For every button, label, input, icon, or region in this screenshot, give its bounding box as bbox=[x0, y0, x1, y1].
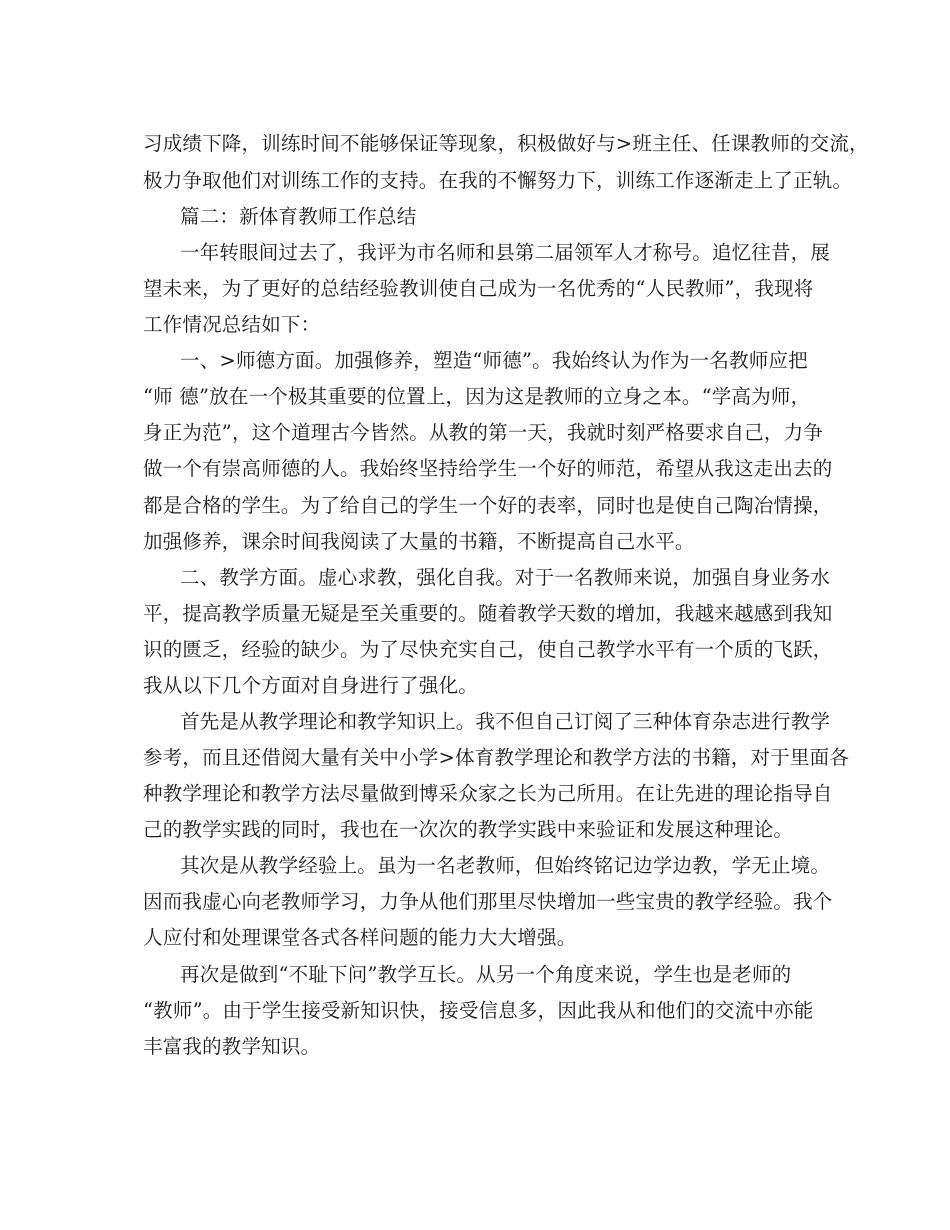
section-heading: 篇二：新体育教师工作总结 bbox=[180, 205, 417, 228]
text-line: 身正为范”，这个道理古今皆然。从教的第一天，我就时刻严格要求自己，力争 bbox=[143, 421, 823, 444]
text-line: “教师”。由于学生接受新知识快，接受信息多，因此我从和他们的交流中亦能 bbox=[143, 999, 814, 1022]
text-line: 一、>师德方面。加强修养，塑造“师德”。我始终认为作为一名教师应把 bbox=[180, 349, 808, 372]
text-line: 丰富我的教学知识。 bbox=[143, 1035, 321, 1058]
text-line: 再次是做到“不耻下问”教学互长。从另一个角度来说，学生也是老师的 bbox=[180, 963, 792, 986]
text-line: 首先是从教学理论和教学知识上。我不但自己订阅了三种体育杂志进行教学 bbox=[180, 710, 831, 733]
text-line: 二、教学方面。虚心求教，强化自我。对于一名教师来说，加强自身业务水 bbox=[180, 566, 831, 589]
text-line: 习成绩下降，训练时间不能够保证等现象，积极做好与>班主任、任课教师的交流， bbox=[143, 132, 869, 155]
text-line: 加强修养，课余时间我阅读了大量的书籍，不断提高自己水平。 bbox=[143, 530, 695, 553]
text-line: 其次是从教学经验上。虽为一名老教师，但始终铭记边学边教，学无止境。 bbox=[180, 854, 831, 877]
text-line: 工作情况总结如下： bbox=[143, 313, 321, 336]
text-line: 因而我虚心向老教师学习，力争从他们那里尽快增加一些宝贵的教学经验。我个 bbox=[143, 890, 833, 913]
text-line: 人应付和处理课堂各式各样问题的能力大大增强。 bbox=[143, 926, 577, 949]
text-line: 望未来，为了更好的总结经验教训使自己成为一名优秀的“人民教师”，我现将 bbox=[143, 277, 814, 300]
text-line: 一年转眼间过去了，我评为市名师和县第二届领军人才称号。追忆往昔，展 bbox=[180, 241, 831, 264]
text-line: 参考，而且还借阅大量有关中小学>体育教学理论和教学方法的书籍，对于里面各 bbox=[143, 746, 850, 769]
text-line: “师 德”放在一个极其重要的位置上，因为这是教师的立身之本。“学高为师， bbox=[143, 385, 811, 408]
text-line: 极力争取他们对训练工作的支持。在我的不懈努力下，训练工作逐渐走上了正轨。 bbox=[143, 169, 853, 192]
text-line: 都是合格的学生。为了给自己的学生一个好的表率，同时也是使自己陶冶情操， bbox=[143, 494, 833, 517]
text-line: 种教学理论和教学方法尽量做到博采众家之长为己所用。在让先进的理论指导自 bbox=[143, 782, 833, 805]
text-line: 做一个有崇高师德的人。我始终坚持给学生一个好的师范，希望从我这走出去的 bbox=[143, 457, 833, 480]
text-line: 识的匮乏，经验的缺少。为了尽快充实自己，使自己教学水平有一个质的飞跃， bbox=[143, 638, 833, 661]
text-line: 我从以下几个方面对自身进行了强化。 bbox=[143, 674, 478, 697]
text-line: 己的教学实践的同时，我也在一次次的教学实践中来验证和发展这种理论。 bbox=[143, 818, 794, 841]
text-line: 平，提高教学质量无疑是至关重要的。随着教学天数的增加，我越来越感到我知 bbox=[143, 602, 833, 625]
